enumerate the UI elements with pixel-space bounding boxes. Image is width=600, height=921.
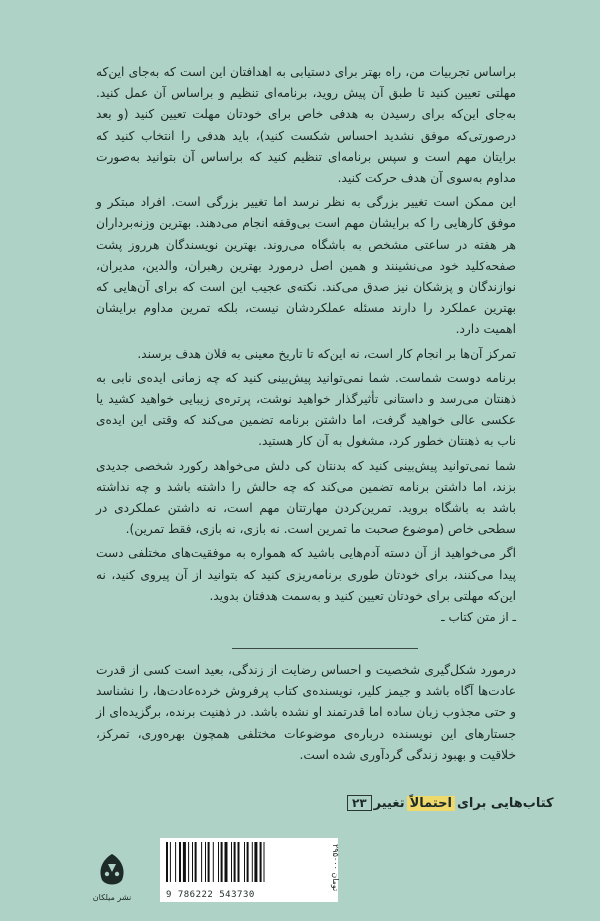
series-suffix: تغییر (373, 795, 405, 811)
excerpt-paragraph-5: شما نمی‌توانید پیش‌بینی کنید که بدنتان کی دلش می‌خواهد رکورد شخصی جدیدی بزند، اما داشتن برنامه تضمین می‌کند که چه حالش را داشته باشد و چه نداشته باشد به باشگاه بروید. تمرین‌کردن مهارتتان مهم است، نه داشتن عملکردی در سطحی خاص (موضوع صحبت ما تمرین است. نه بازی، نه بازی، فقط تمرین). (96, 458, 516, 537)
isbn-digits: 9 786222 543730 (166, 890, 255, 900)
excerpt-paragraph-6: اگر می‌خواهید از آن دسته آدم‌هایی باشید که همواره به موفقیت‌های مختلفی دست پیدا می‌کنند، برای خودتان طوری برنامه‌ریزی کنید که بتوانید از آن پیروی کنید، نه این‌که مهلتی برای خودتان تعیین کنید و به‌سمت هدفتان بدوید. (96, 546, 516, 603)
excerpt-source: ـ از متن کتاب ـ (441, 610, 516, 624)
section-divider (232, 648, 418, 649)
series-highlight: احتمالاً (407, 796, 455, 811)
excerpt-paragraph-1: براساس تجربیات من، راه بهتر برای دستیابی به اهدافتان این است که به‌جای این‌که مهلتی تعیین کنید تا طبق آن پیش روید، برنامه‌ای تنظیم و براساس آن عمل کنید. به‌جای این‌که برای رسیدن به هدفی خاص برای خودتان مهلت تعیین کنید (و بعد درصورتی‌که موفق نشدید احساس شکست کنید)، باید هدفی را انتخاب کنید که برایتان مهم است و سپس برنامه‌ای تنظیم کنید که براساس آن بتوانید به‌صورت مداوم به‌سوی آن هدف حرکت کنید. (96, 65, 516, 186)
publisher-logo (92, 850, 132, 902)
excerpt-paragraph-3: تمرکز آن‌ها بر انجام کار است، نه این‌که تا تاریخ معینی به فلان هدف برسند. (137, 346, 516, 361)
excerpt-paragraph-4: برنامه دوست شماست. شما نمی‌توانید پیش‌بینی کنید که چه زمانی ایده‌ی نابی به ذهنتان می‌رسد و داستانی تأثیرگذار خواهید نوشت، پرتره‌ی زیبایی خواهید کشید یا عکسی عالی خواهید گرفت، اما داشتن برنامه تضمین می‌کند که وقتی این ایده‌ی ناب به ذهنتان خطور کرد، مشغول به آن کار هستید. (96, 370, 516, 449)
series-prefix: کتاب‌هایی برای (457, 795, 554, 811)
price-label: ۲۹۵۰۰۰ تومان (331, 844, 340, 892)
book-description: درمورد شکل‌گیری شخصیت و احساس رضایت از زندگی، بعید است کسی از قدرت عادت‌ها آگاه باشد و جیمز کلیر، نویسنده‌ی کتاب پرفروش خرده‌عادت‌ها، را نشناسد و حتی مجذوب زبان ساده اما قدرتمند او نشده باشد. در ذهنیت برنده، برگزیده‌ای از جستارهای این نویسنده درباره‌ی موضوعات مختلفی همچون بهره‌وری، تمرکز، خلاقیت و بهبود زندگی گردآوری شده است. (96, 663, 516, 762)
publisher-name: نشر میلکان (92, 893, 132, 902)
barcode-bars (160, 838, 326, 888)
series-number-badge: ۲۳ (347, 795, 372, 811)
book-excerpt (96, 62, 516, 610)
isbn-barcode (160, 838, 338, 902)
series-title (345, 795, 554, 811)
bird-logo-icon (92, 850, 132, 890)
excerpt-paragraph-2: این ممکن است تغییر بزرگی به نظر نرسد اما تغییر بزرگی است. افراد مبتکر و موفق کارهایی را که برایشان مهم است بی‌وقفه انجام می‌دهند. بهترین وزنه‌برداران هر هفته در ساعتی مشخص به باشگاه می‌روند. بهترین نویسندگان هرروز پشت صفحه‌کلید خود می‌نشینند و همین اصل درمورد بهترین رهبران، والدین، مدیران، نوازندگان و پزشکان نیز صدق می‌کند. نکته‌ی عجیب این است که برای آن‌هایی که بهترین عملکرد را دارند مسئله عملکردشان نیست، بلکه تمرین مداوم برایشان اهمیت دارد. (96, 195, 516, 337)
